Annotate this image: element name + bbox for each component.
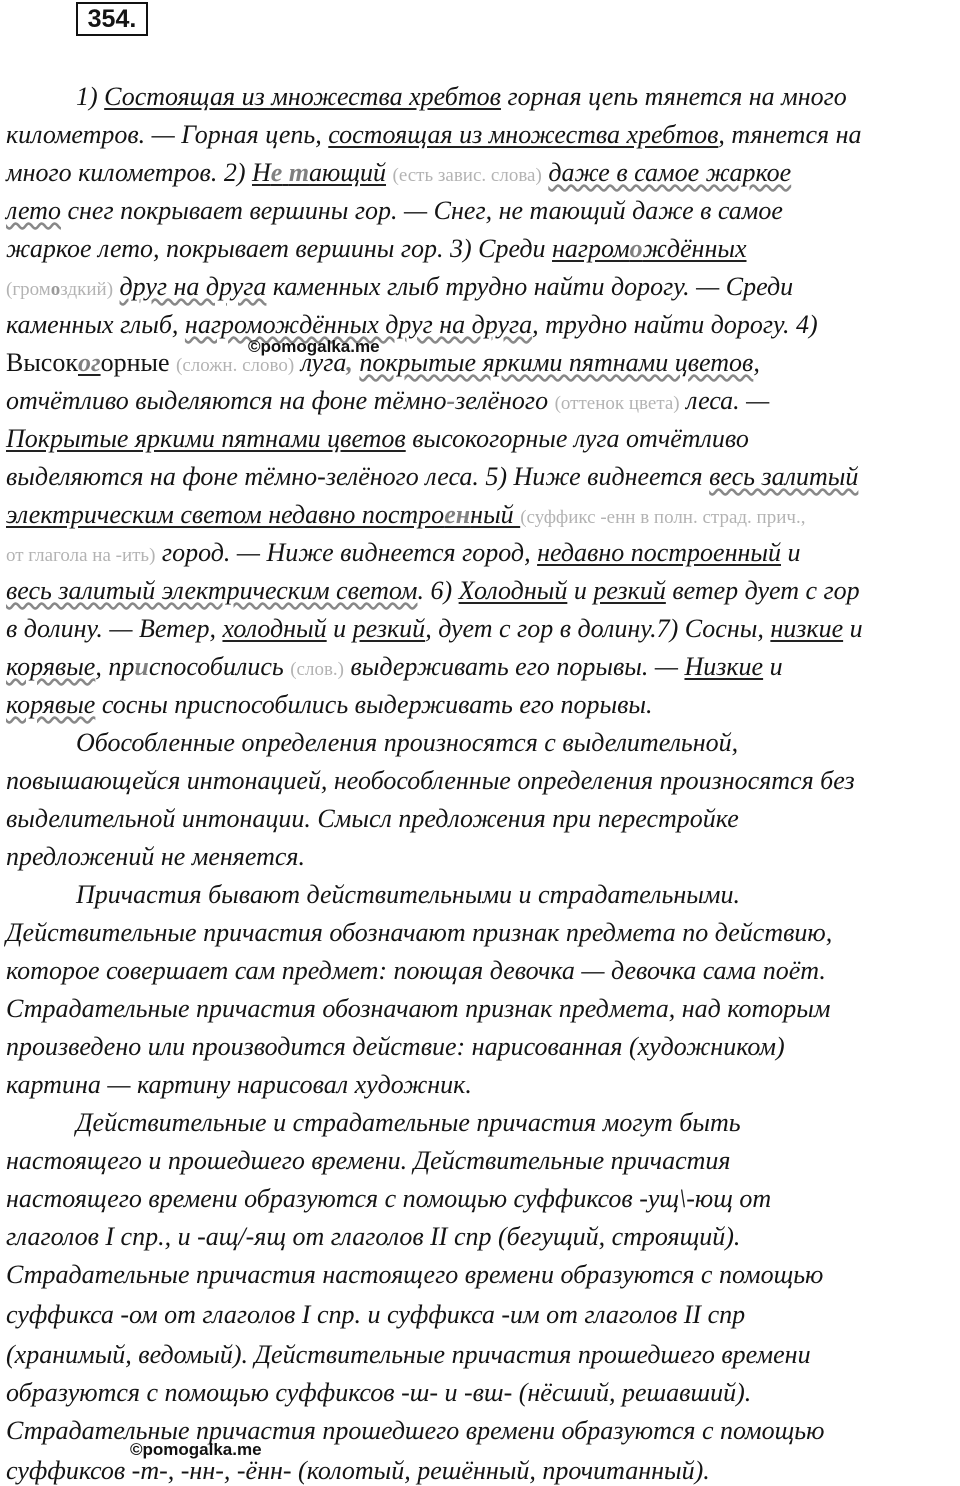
text-line-9: отчётливо выделяются на фоне тёмно-зелёного (оттенок цвета) леса. — [6,386,770,415]
text-line-13: от глагола на -ить) город. — Ниже виднеется город, недавно построенный и [6,538,801,567]
text-line-18: Обособленные определения произносятся с выделительной, [76,728,739,757]
text-line-16: корявые, приспособились (слов.) выдерживать его порывы. — Низкие и [6,652,783,681]
text-line-26: произведено или производится действие: нарисованная (художником) [6,1032,785,1061]
text-line-21: предложений не меняется. [6,842,305,871]
text-line-25: Страдательные причастия обозначают признак предмета, над которым [6,994,831,1023]
text-line-17: корявые сосны приспособились выдерживать его порывы. [6,690,653,719]
watermark: ©pomogalka.me [248,337,380,356]
text-line-7: каменных глыб, нагромождённых друг на друга, трудно найти дорогу. 4) [6,310,818,339]
text-line-30: настоящего времени образуются с помощью суффиксов -ущ\-ющ от [6,1184,772,1213]
text-line-32: Страдательные причастия настоящего времени образуются с помощью [6,1260,824,1289]
text-line-37: суффиксов -т-, -нн-, -ённ- (колотый, решённый, прочитанный). [6,1456,710,1485]
text-line-11: выделяются на фоне тёмно-зелёного леса. 5) Ниже виднеется весь залитый [6,462,859,491]
text-line-8: Высокогорные (сложн. слово) луга, покрытые яркими пятнами цветов, [6,348,760,377]
text-line-3: много километров. 2) Не тающий (есть завис. слова) даже в самое жаркое [6,158,792,187]
text-line-31: глаголов I спр., и -ащ/-ящ от глаголов II спр (бегущий, строящий). [6,1222,741,1251]
text-line-1: 1) Состоящая из множества хребтов горная цепь тянется на много [76,82,847,111]
text-line-24: которое совершает сам предмет: поющая девочка — девочка сама поёт. [6,956,826,985]
text-line-6: (громоздкий) друг на друга каменных глыб трудно найти дорогу. — Среди [6,272,794,301]
text-line-27: картина — картину нарисовал художник. [6,1070,472,1099]
text-line-36: Страдательные причастия прошедшего времени образуются с помощью [6,1416,825,1445]
watermark: ©pomogalka.me [130,1440,262,1459]
text-line-28: Действительные и страдательные причастия могут быть [76,1108,741,1137]
text-line-20: выделительной интонации. Смысл предложения при перестройке [6,804,739,833]
text-line-22: Причастия бывают действительными и страдательными. [76,880,740,909]
text-line-34: (хранимый, ведомый). Действительные причастия прошедшего времени [6,1340,811,1369]
text-line-29: настоящего и прошедшего времени. Действительные причастия [6,1146,731,1175]
text-line-14: весь залитый электрическим светом. 6) Холодный и резкий ветер дует с гор [6,576,860,605]
text-line-35: образуются с помощью суффиксов -ш- и -вш- (нёсший, решавший). [6,1378,752,1407]
text-line-4: лето снег покрывает вершины гор. — Снег, не тающий даже в самое [6,196,783,225]
text-line-15: в долину. — Ветер, холодный и резкий, дует с гор в долину.7) Сосны, низкие и [6,614,863,643]
text-line-5: жаркое лето, покрывает вершины гор. 3) Среди нагромождённых [6,234,747,263]
text-line-2: километров. — Горная цепь, состоящая из множества хребтов, тянется на [6,120,862,149]
text-line-10: Покрытые яркими пятнами цветов высокогорные луга отчётливо [6,424,749,453]
text-line-33: суффикса -ом от глаголов I спр. и суффикса -им от глаголов II спр [6,1300,746,1329]
text-line-23: Действительные причастия обозначают признак предмета по действию, [6,918,833,947]
text-line-19: повышающейся интонацией, необособленные определения произносятся без [6,766,855,795]
text-line-12: электрическим светом недавно построенный (суффикс -енн в полн. страд. прич., [6,500,806,529]
exercise-number: 354. [76,2,148,36]
